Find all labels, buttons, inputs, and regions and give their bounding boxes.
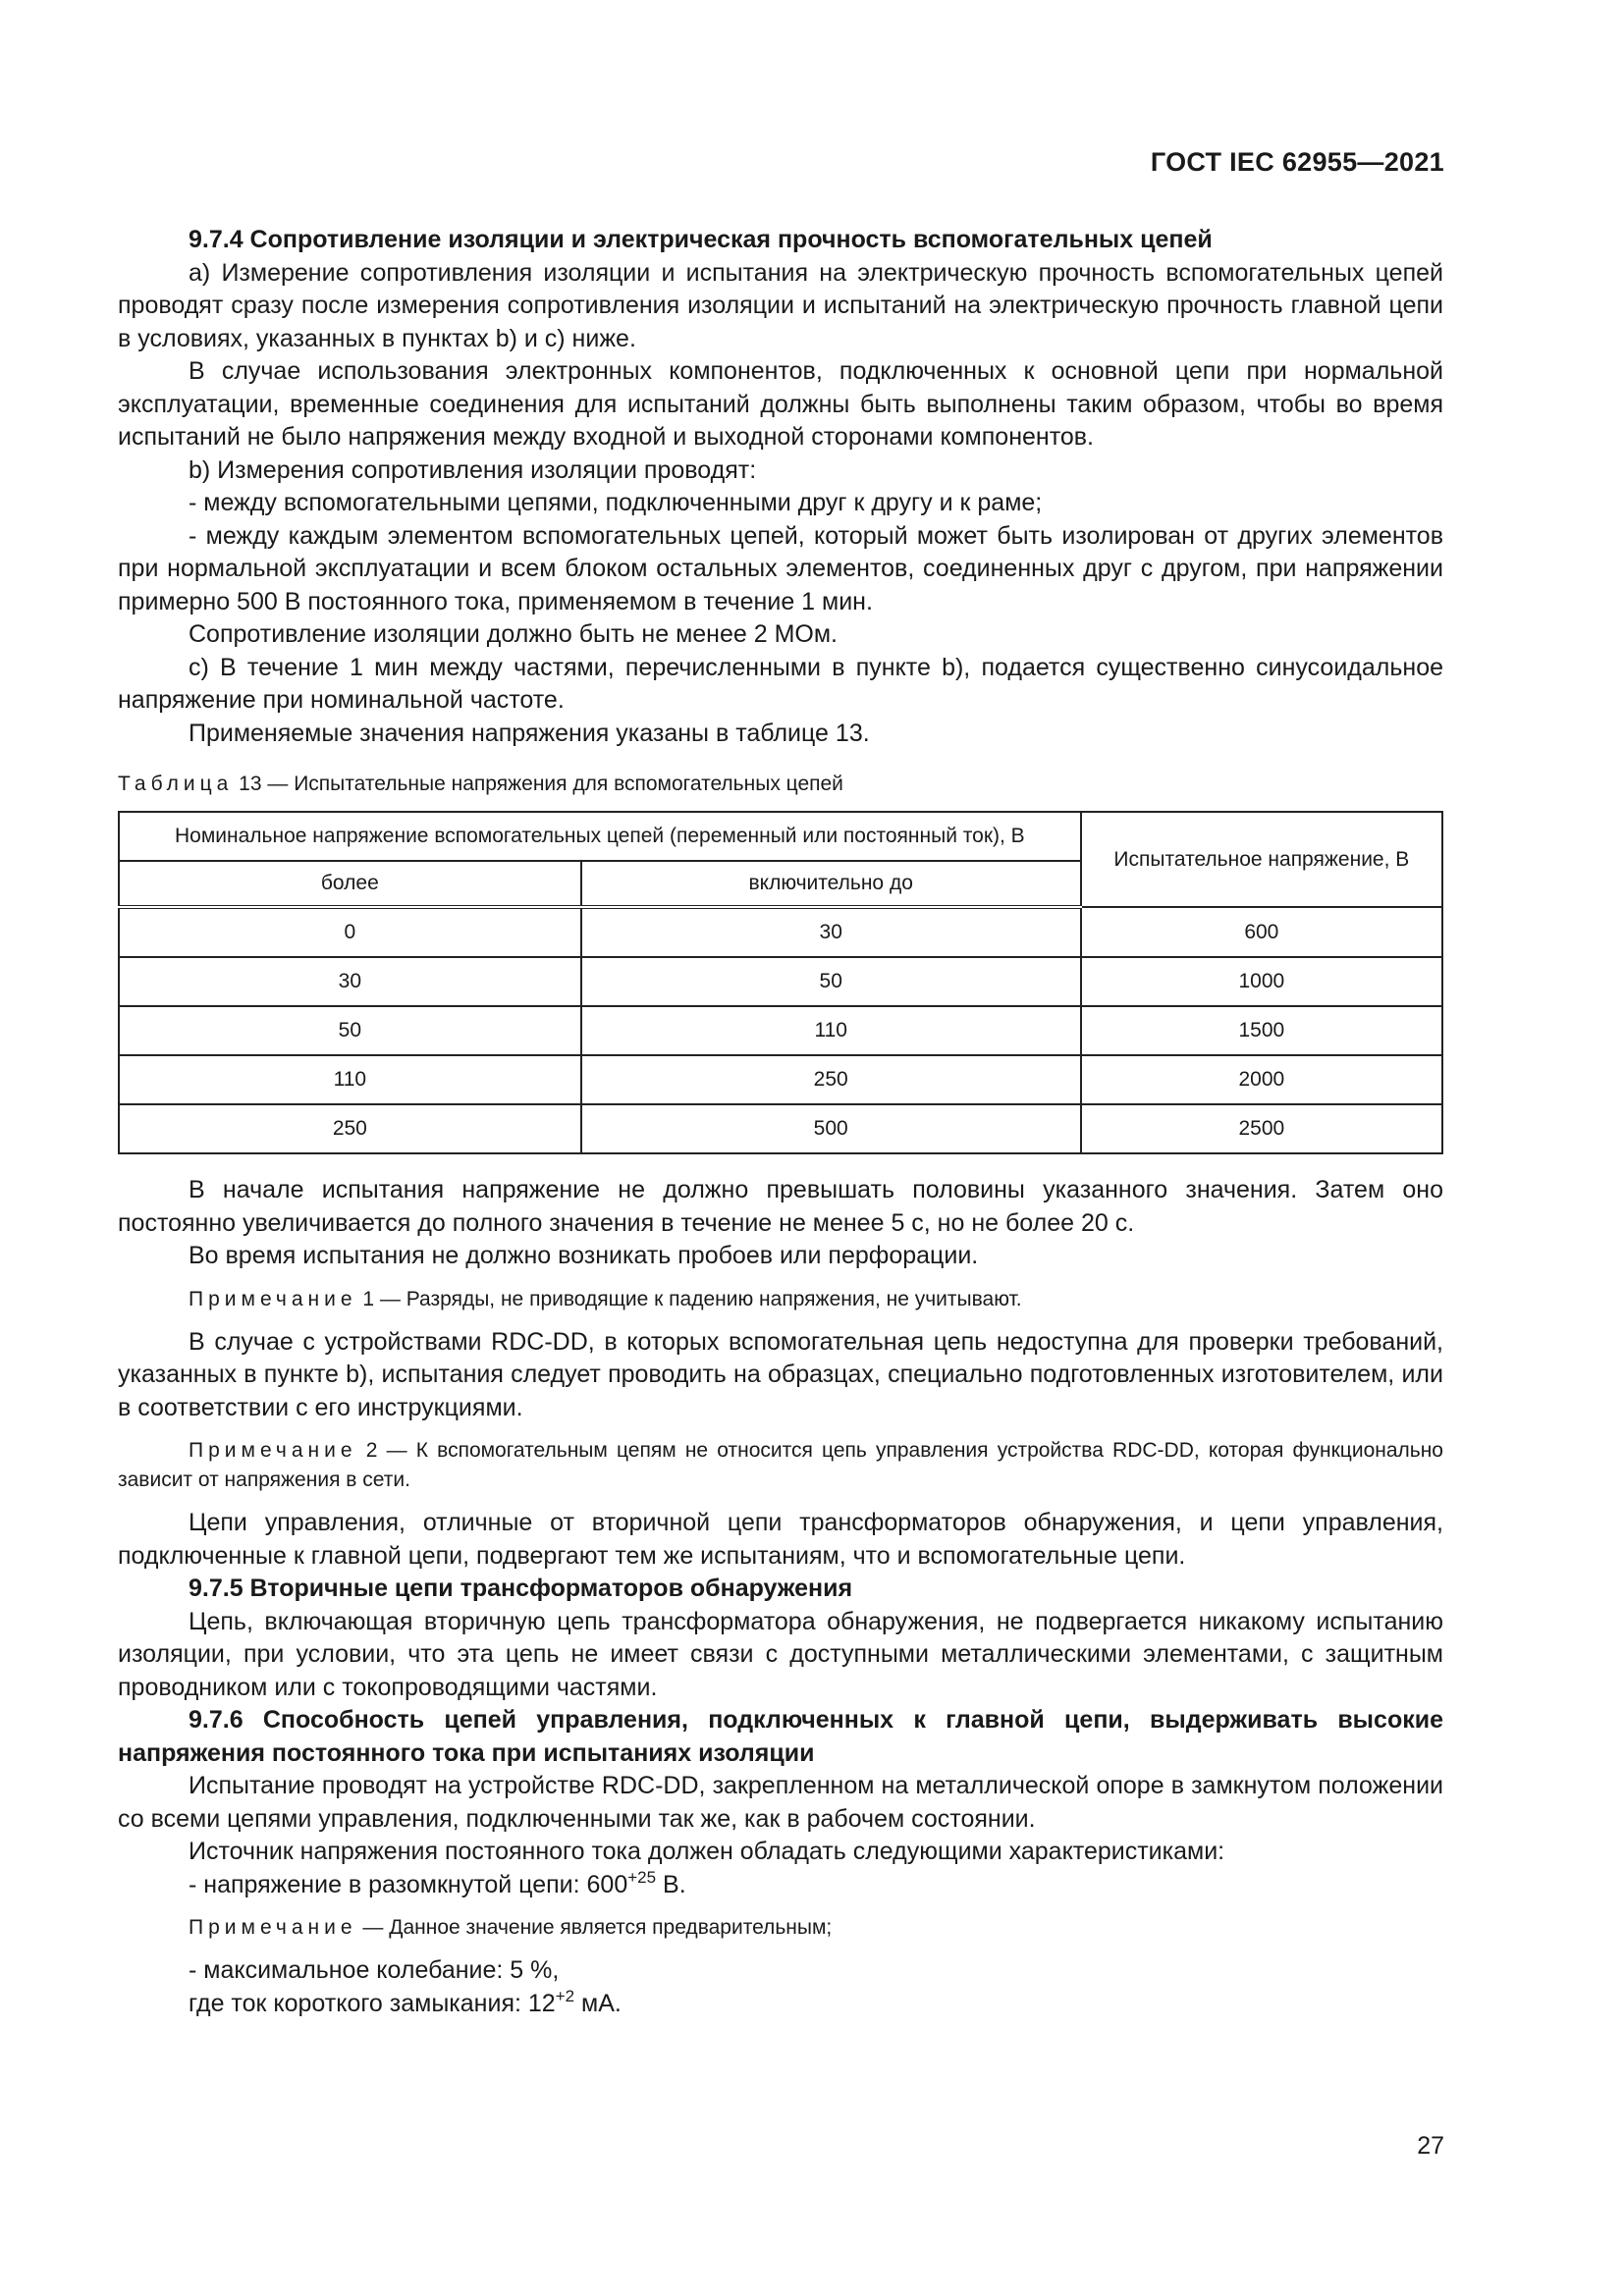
short-circuit-current-tolerance: +2: [555, 1986, 575, 2005]
standard-designation: ГОСТ IEC 62955—2021: [1150, 147, 1444, 177]
cell-up-to: 250: [581, 1055, 1081, 1104]
cell-test-voltage: 1500: [1081, 1006, 1442, 1055]
note-2-text: 2 — К вспомогательным цепям не относится цепь управления устройства RDC-DD, которая функционально зависит от напряжения в сети.: [118, 1439, 1443, 1491]
section-heading-9-7-4: 9.7.4 Сопротивление изоляции и электрическая прочность вспомогательных цепей: [189, 226, 1213, 253]
paragraph-insulation-resistance: Сопротивление изоляции должно быть не менее 2 МОм.: [189, 620, 838, 648]
table-row: [119, 1055, 1442, 1104]
list-item-ripple: - максимальное колебание: 5 %,: [189, 1956, 560, 1984]
paragraph-secondary-circuit: Цепь, включающая вторичную цепь трансформатора обнаружения, не подвергается никакому испытанию изоляции, при условии, что эта цепь не имеет связи с доступными металлическими элементами, с защитным проводником или с токопроводящими частями.: [118, 1607, 1443, 1701]
list-item-b1: - между вспомогательными цепями, подключенными друг к другу и к раме;: [189, 489, 1043, 516]
cell-up-to: 50: [581, 957, 1081, 1006]
table-caption: [118, 770, 1443, 799]
cell-up-to: 500: [581, 1104, 1081, 1153]
cell-test-voltage: 2500: [1081, 1104, 1442, 1153]
table-row: [119, 957, 1442, 1006]
paragraph-electronic-components: В случае использования электронных компонентов, подключенных к основной цепи при нормальной эксплуатации, временные соединения для испытаний должны быть выполнены таким образом, чтобы во время испытаний не было напряжения между входной и выходной сторонами компонентов.: [118, 357, 1443, 451]
note-preliminary-label: Примечание: [189, 1916, 357, 1939]
section-heading-9-7-5: 9.7.5 Вторичные цепи трансформаторов обнаружения: [189, 1575, 853, 1602]
open-circuit-voltage-unit: В.: [656, 1870, 686, 1898]
open-circuit-voltage-text: - напряжение в разомкнутой цепи: 600: [189, 1870, 628, 1898]
paragraph-b: b) Измерения сопротивления изоляции проводят:: [189, 455, 757, 484]
paragraph-no-breakdown: Во время испытания не должно возникать пробоев или перфорации.: [189, 1242, 979, 1269]
note-1-label: Примечание: [189, 1287, 357, 1310]
note-2: [118, 1436, 1443, 1495]
paragraph-c: c) В течение 1 мин между частями, перечисленными в пункте b), подается существенно синусоидальное напряжение при номинальной частоте.: [118, 653, 1443, 714]
list-item-short-circuit-current: [118, 1988, 1443, 2021]
paragraph-a: a) Измерение сопротивления изоляции и испытания на электрическую прочность вспомогательных цепей проводят сразу после измерения сопротивления изоляции и испытаний на электрическую прочность главной цепи в условиях, указанных в пунктах b) и c) ниже.: [118, 258, 1443, 352]
table-caption-word: Таблица: [118, 773, 234, 795]
table-row: [119, 1104, 1442, 1153]
page-content: [118, 224, 1443, 2020]
paragraph-values-reference: Применяемые значения напряжения указаны в таблице 13.: [189, 719, 870, 747]
cell-test-voltage: 600: [1081, 907, 1442, 957]
cell-over: 0: [119, 907, 581, 957]
cell-over: 250: [119, 1104, 581, 1153]
table-row: [119, 1006, 1442, 1055]
paragraph-test-device: Испытание проводят на устройстве RDC-DD, закрепленном на металлической опоре в замкнутом положении со всеми цепями управления, подключенными так же, как в рабочем состоянии.: [118, 1772, 1443, 1833]
cell-up-to: 30: [581, 907, 1081, 957]
note-preliminary: [118, 1913, 1443, 1943]
header-over: более: [119, 861, 581, 907]
section-heading-9-7-6: 9.7.6 Способность цепей управления, подключенных к главной цепи, выдерживать высокие напряжения постоянного тока при испытаниях изоляции: [118, 1706, 1443, 1767]
short-circuit-current-text: где ток короткого замыкания: 12: [189, 1989, 556, 2017]
table-row: [119, 907, 1442, 957]
paragraph-dc-source: Источник напряжения постоянного тока должен обладать следующими характеристиками:: [189, 1838, 1225, 1865]
paragraph-test-start: В начале испытания напряжение не должно превышать половины указанного значения. Затем оно постоянно увеличивается до полного значения в течение не менее 5 с, но не более 20 с.: [118, 1176, 1443, 1237]
note-2-label: Примечание: [189, 1439, 357, 1462]
open-circuit-voltage-tolerance: +25: [627, 1867, 657, 1887]
cell-over: 50: [119, 1006, 581, 1055]
table-caption-text: 13 — Испытательные напряжения для вспомогательных цепей: [233, 773, 843, 795]
cell-over: 30: [119, 957, 581, 1006]
short-circuit-current-unit: мА.: [574, 1989, 622, 2017]
test-voltage-table: [118, 811, 1443, 1154]
header-test-voltage: Испытательное напряжение, В: [1081, 812, 1442, 907]
paragraph-rdc-dd: В случае с устройствами RDC-DD, в которых вспомогательная цепь недоступна для проверки требований, указанных в пункте b), испытания следует проводить на образцах, специально подготовленных изготовителем, или в соответствии с его инструкциями.: [118, 1327, 1443, 1421]
list-item-open-circuit-voltage: [118, 1869, 1443, 1902]
cell-over: 110: [119, 1055, 581, 1104]
paragraph-control-circuits: Цепи управления, отличные от вторичной цепи трансформаторов обнаружения, и цепи управления, подключенные к главной цепи, подвергают тем же испытаниям, что и вспомогательные цепи.: [118, 1509, 1443, 1570]
cell-test-voltage: 1000: [1081, 957, 1442, 1006]
note-1-text: 1 — Разряды, не приводящие к падению напряжения, не учитывают.: [356, 1287, 1022, 1310]
note-preliminary-text: — Данное значение является предварительным;: [356, 1916, 833, 1939]
header-nominal-voltage: Номинальное напряжение вспомогательных цепей (переменный или постоянный ток), В: [119, 812, 1081, 861]
page-number: 27: [1417, 2132, 1444, 2160]
cell-test-voltage: 2000: [1081, 1055, 1442, 1104]
list-item-b2: - между каждым элементом вспомогательных цепей, который может быть изолирован от других элементов при нормальной эксплуатации и всем блоком остальных элементов, соединенных друг с другом, при напряжении примерно 500 В постоянного тока, применяемом в течение 1 мин.: [118, 521, 1443, 615]
cell-up-to: 110: [581, 1006, 1081, 1055]
header-up-to: включительно до: [581, 861, 1081, 907]
note-1: [118, 1285, 1443, 1314]
